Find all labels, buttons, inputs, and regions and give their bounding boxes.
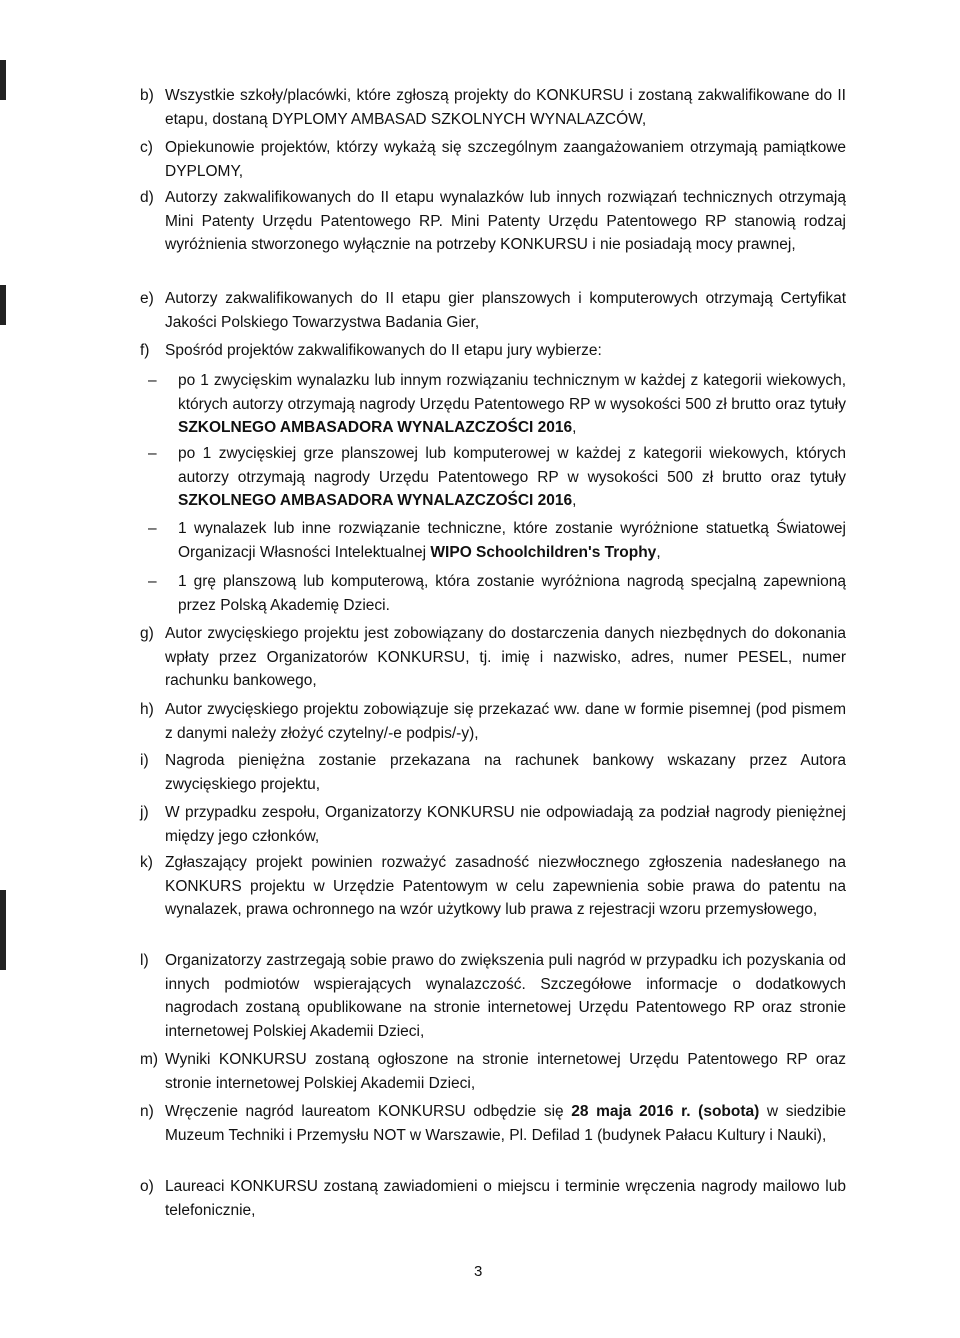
item-text: W przypadku zespołu, Organizatorzy KONKURSU nie odpowiadają za podział nagrody pieniężnej między jego członków, — [165, 804, 846, 845]
dash-text-wrap — [178, 442, 846, 513]
dash-tail: , — [572, 419, 577, 436]
item-label: j) — [140, 804, 149, 821]
list-item-o — [140, 1175, 846, 1222]
dash-mark: – — [148, 445, 157, 462]
list-item-m — [140, 1048, 846, 1095]
dash-item-3 — [148, 517, 846, 564]
item-text: Laureaci KONKURSU zostaną zawiadomieni o miejscu i terminie wręczenia nagrody mailowo lub telefonicznie, — [165, 1178, 846, 1219]
item-label: d) — [140, 189, 154, 206]
dash-text-wrap — [178, 517, 846, 564]
list-item-h — [140, 698, 846, 745]
list-item-b — [140, 84, 846, 131]
item-text-rest: w siedzibie Muzeum Techniki i Przemysłu NOT w Warszawie, Pl. Defilad 1 (budynek Pałacu Kultury i Nauki), — [165, 1103, 847, 1144]
list-item-d — [140, 186, 846, 257]
ceremony-date: 28 maja 2016 r. (sobota) — [571, 1103, 760, 1120]
item-text: Wszystkie szkoły/placówki, które zgłoszą projekty do KONKURSU i zostaną zakwalifikowane do II etapu, dostaną DYPLOMY AMBASAD SZKOLNYCH WYNALAZCÓW, — [165, 87, 846, 128]
list-item-g — [140, 622, 846, 693]
item-text: Wyniki KONKURSU zostaną ogłoszone na stronie internetowej Urzędu Patentowego RP oraz stronie internetowej Polskiej Akademii Dzieci, — [165, 1051, 846, 1092]
item-label: i) — [140, 752, 149, 769]
dash-mark: – — [148, 520, 157, 537]
page-number: 3 — [474, 1263, 483, 1280]
dash-text-wrap — [178, 369, 846, 440]
dash-bold-title: WIPO Schoolchildren's Trophy — [430, 543, 657, 561]
item-label: l) — [140, 952, 149, 969]
dash-tail: , — [572, 492, 577, 509]
dash-bold-title: SZKOLNEGO AMBASADORA WYNALAZCZOŚCI 2016 — [178, 419, 573, 436]
dash-item-2 — [148, 442, 846, 513]
item-text: Autor zwycięskiego projektu zobowiązuje się przekazać ww. dane w formie pisemnej (pod pismem z danymi należy złożyć czytelny/-e podpis/-y), — [165, 701, 846, 742]
dash-item-1 — [148, 369, 846, 440]
scan-edge-mark — [0, 285, 6, 325]
list-item-n — [140, 1100, 846, 1147]
list-item-j — [140, 801, 846, 848]
item-label: m) — [140, 1051, 159, 1068]
item-text-wrap — [165, 1100, 846, 1147]
scan-edge-mark — [0, 60, 6, 100]
item-text: Autorzy zakwalifikowanych do II etapu gier planszowych i komputerowych otrzymają Certyfikat Jakości Polskiego Towarzystwa Badania Gier, — [165, 290, 846, 331]
dash-text: 1 wynalazek lub inne rozwiązanie techniczne, które zostanie wyróżnione statuetką Światowej Organizacji Własności Intelektualnej — [178, 520, 846, 561]
list-item-e — [140, 287, 846, 334]
item-label: k) — [140, 854, 153, 871]
item-label: n) — [140, 1103, 154, 1120]
item-label: b) — [140, 87, 154, 104]
item-text: Organizatorzy zastrzegają sobie prawo do zwiększenia puli nagród w przypadku ich pozyskania od innych podmiotów wspierających wynalazczość. Szczegółowe informacje o dodatkowych nagrodach zostaną opublikowane na stronie internetowej Urzędu Patentowego RP oraz stronie internetowej Polskiej Akademii Dzieci, — [165, 952, 846, 1040]
item-label: e) — [140, 290, 154, 307]
scan-edge-mark — [0, 890, 6, 970]
dash-text: 1 grę planszową lub komputerową, która zostanie wyróżniona nagrodą specjalną zapewnioną przez Polską Akademię Dzieci. — [178, 573, 846, 614]
item-text: Spośród projektów zakwalifikowanych do II etapu jury wybierze: — [165, 342, 602, 359]
item-label: f) — [140, 342, 150, 359]
dash-mark: – — [148, 372, 157, 389]
item-text: Zgłaszający projekt powinien rozważyć zasadność niezwłocznego zgłoszenia nadesłanego na KONKURS projektu w Urzędzie Patentowym w celu zapewnienia sobie prawa do patentu na wynalazek, prawa ochronnego na wzór użytkowy lub prawa z rejestracji wzoru przemysłowego, — [165, 854, 846, 918]
list-item-c — [140, 136, 846, 183]
item-text: Nagroda pieniężna zostanie przekazana na rachunek bankowy wskazany przez Autora zwycięskiego projektu, — [165, 752, 846, 793]
item-label: g) — [140, 625, 154, 642]
item-label: o) — [140, 1178, 154, 1195]
item-text: Autor zwycięskiego projektu jest zobowiązany do dostarczenia danych niezbędnych do dokonania wpłaty przez Organizatorów KONKURSU, tj. imię i nazwisko, adres, numer PESEL, numer rachunku bankowego, — [165, 625, 846, 689]
list-item-k — [140, 851, 846, 922]
list-item-i — [140, 749, 846, 796]
dash-tail: , — [656, 543, 661, 561]
dash-bold-title: SZKOLNEGO AMBASADORA WYNALAZCZOŚCI 2016 — [178, 492, 573, 509]
list-item-f — [140, 339, 846, 363]
list-item-l — [140, 949, 846, 1043]
item-text: Autorzy zakwalifikowanych do II etapu wynalazków lub innych rozwiązań technicznych otrzymają Mini Patenty Urzędu Patentowego RP. Mini Patenty Urzędu Patentowego RP stanowią rodzaj wyróżnienia stworzonego wyłącznie na potrzeby KONKURSU i nie posiadają mocy prawnej, — [165, 189, 846, 253]
dash-text: po 1 zwycięskim wynalazku lub innym rozwiązaniu technicznym w każdej z kategorii wiekowych, których autorzy otrzymają nagrody Urzędu Patentowego RP w wysokości 500 zł brutto oraz tytuły — [178, 372, 846, 413]
item-text: Opiekunowie projektów, którzy wykażą się szczególnym zaangażowaniem otrzymają pamiątkowe DYPLOMY, — [165, 139, 846, 180]
dash-item-4 — [148, 570, 846, 617]
item-label: c) — [140, 139, 153, 156]
item-label: h) — [140, 701, 154, 718]
item-text: Wręczenie nagród laureatom KONKURSU odbędzie się — [165, 1103, 572, 1120]
dash-text: po 1 zwycięskiej grze planszowej lub komputerowej w każdej z kategorii wiekowych, których autorzy otrzymają nagrody Urzędu Patentowego RP w wysokości 500 zł brutto oraz tytuły — [178, 445, 846, 486]
dash-mark: – — [148, 573, 157, 590]
